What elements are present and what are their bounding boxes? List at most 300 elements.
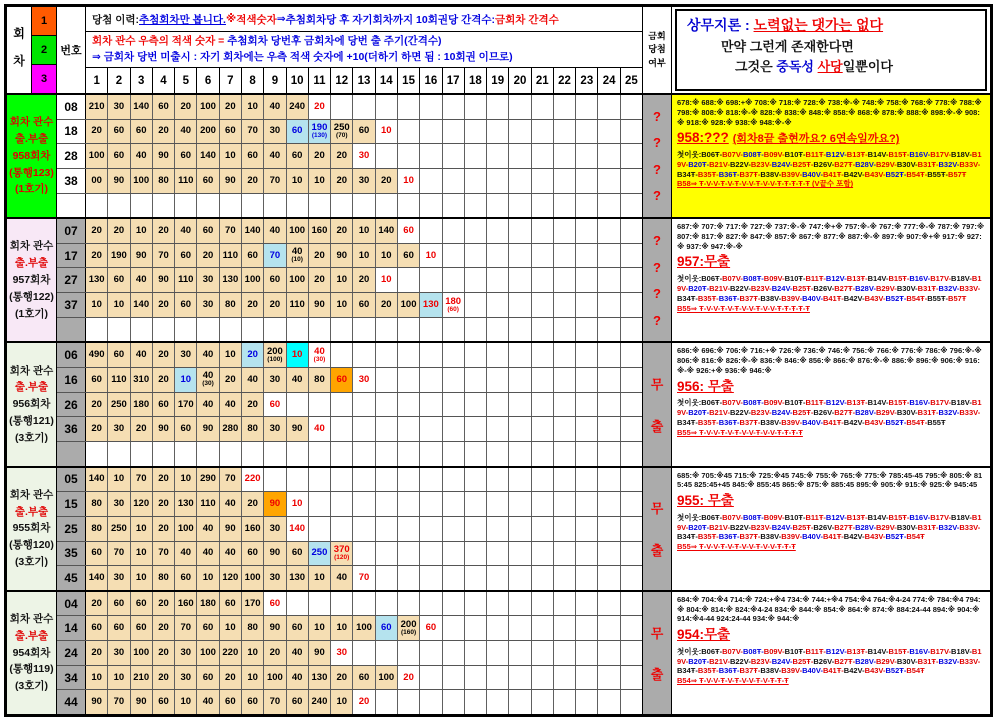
- neighbor-token: B07V-: [722, 150, 743, 160]
- grid-cell: [398, 144, 420, 168]
- block-label-line: 957회차: [12, 273, 51, 286]
- cell-value: 90: [135, 249, 147, 261]
- cell-value: 60: [113, 622, 125, 634]
- grid-cell: [420, 641, 442, 665]
- grid-cell: [353, 566, 375, 590]
- grid-cell: [86, 393, 108, 417]
- block-grid: [57, 343, 643, 465]
- cell-value: 250: [333, 122, 350, 134]
- grid-cell: [532, 517, 554, 541]
- gap-column-header: 25: [624, 74, 638, 87]
- grid-cell: [398, 592, 420, 616]
- neighbor-token: B26V-: [813, 656, 835, 666]
- grid-cell: [598, 368, 620, 392]
- instruction-text: 추첨회차 당번후 금회차에 당번 출 주기(간격수): [227, 35, 442, 48]
- status-mark: ?: [653, 259, 661, 275]
- grid-cell: [331, 268, 353, 292]
- grid-cell: [509, 318, 531, 342]
- grid-cell: [131, 318, 153, 342]
- grid-cell: [465, 343, 487, 367]
- grid-cell: [420, 542, 442, 566]
- cell-value: 70: [113, 547, 125, 559]
- cell-value: 80: [247, 423, 258, 435]
- grid-cell: [376, 244, 398, 268]
- grid-cell: [309, 120, 331, 144]
- grid-cell: [86, 95, 108, 119]
- neighbor-token: B24V-: [771, 522, 793, 532]
- grid-cell: [331, 666, 353, 690]
- grid-cell: [509, 268, 531, 292]
- grid-cell: [420, 169, 442, 193]
- grid-cell: [554, 592, 576, 616]
- grid-cell: [153, 268, 175, 292]
- grid-cell: [86, 169, 108, 193]
- neighbor-token: B36Ŧ-: [718, 666, 740, 676]
- neighbor-token: B41Ŧ-: [822, 417, 844, 427]
- grid-cell: [621, 641, 642, 665]
- grid-cell: [353, 219, 375, 243]
- cell-value: 20: [180, 100, 192, 112]
- neighbor-token: B26V-: [813, 522, 835, 532]
- neighbor-token: B39V-: [781, 169, 803, 179]
- cell-value: 90: [158, 150, 169, 162]
- grid-cell: [443, 592, 465, 616]
- cell-subvalue: (10): [291, 256, 303, 264]
- cell-value: 60: [113, 150, 125, 162]
- headline-round: 957:무출: [677, 254, 731, 270]
- cell-value: 60: [202, 622, 214, 634]
- row-number: 34: [57, 666, 86, 690]
- grid-cell: [108, 542, 130, 566]
- grid-cell: [576, 194, 598, 218]
- neighbor-token: B39V-: [781, 293, 803, 303]
- grid-cell: [465, 318, 487, 342]
- grid-cell: [331, 492, 353, 516]
- grid-cell: [197, 592, 219, 616]
- neighbor-token: B55Ŧ-: [927, 169, 949, 179]
- grid-cell: [353, 343, 375, 367]
- grid-cell: [131, 343, 153, 367]
- grid-cell: [131, 442, 153, 466]
- grid-cell: [86, 368, 108, 392]
- grid-cell: [532, 468, 554, 492]
- neighbor-token: B37Ŧ-: [739, 532, 761, 542]
- cell-value: 130: [422, 298, 439, 310]
- gap-column-header: 13: [353, 68, 375, 93]
- grid-cell: [532, 666, 554, 690]
- neighbor-token: B38V-: [760, 532, 782, 542]
- neighbor-token: B32V-: [938, 656, 960, 666]
- cell-value: 60: [135, 125, 147, 137]
- table-row: [57, 517, 642, 542]
- cell-value: 70: [158, 249, 169, 261]
- grid-cell: [376, 468, 398, 492]
- gap-column-header: 16: [420, 68, 442, 93]
- grid-cell: [220, 368, 242, 392]
- gap-column-header: 2: [108, 68, 130, 93]
- cell-value: 100: [133, 174, 150, 186]
- block-label-line: (통행120): [9, 539, 54, 552]
- grid-cell: [287, 343, 309, 367]
- cell-value: 190: [110, 249, 127, 261]
- grid-cell: [86, 616, 108, 640]
- grid-cell: [621, 616, 642, 640]
- summary-line: B55⇒ Ŧ-V-V-Ŧ-V-Ŧ-V-V-Ŧ-V-V-Ŧ-Ŧ-Ŧ-Ŧ: [677, 427, 803, 437]
- instructions-area: [86, 7, 643, 93]
- grid-cell: [242, 592, 264, 616]
- cell-value: 90: [225, 522, 236, 534]
- grid-cell: [465, 393, 487, 417]
- table-row: [57, 194, 642, 218]
- grid-cell: [376, 542, 398, 566]
- cell-value: 60: [269, 398, 281, 410]
- neighbor-token: B55Ŧ-: [927, 293, 949, 303]
- grid-cell: [287, 169, 309, 193]
- neighbor-token: B14V-: [867, 398, 889, 408]
- block-grid: [57, 95, 643, 217]
- cell-value: 60: [180, 298, 192, 310]
- cell-value: 30: [358, 150, 370, 162]
- grid-cell: [443, 219, 465, 243]
- grid-cell: [420, 592, 442, 616]
- grid-cell: [242, 492, 264, 516]
- grid-cell: [398, 194, 420, 218]
- instruction-text: 추첨회차당 후 자기회차까지 10회권당 간격수:: [285, 13, 496, 26]
- neighbor-token: B12V-: [825, 398, 847, 408]
- grid-cell: [175, 442, 197, 466]
- neighbor-token: B22V-: [729, 284, 751, 293]
- neighbor-token: B32V-: [938, 159, 960, 169]
- grid-cell: [554, 343, 576, 367]
- gap-column-header: 17: [443, 68, 465, 93]
- grid-cell: [398, 120, 420, 144]
- neighbor-token: B40V-: [802, 293, 823, 303]
- neighbor-token: B13Ŧ-: [846, 646, 868, 656]
- grid-cell: [532, 194, 554, 218]
- neighbor-token: 첫이웃:B06Ŧ-: [677, 646, 723, 656]
- grid-cell: [287, 616, 309, 640]
- grid-cell: [443, 268, 465, 292]
- grid-cell: [465, 442, 487, 466]
- grid-cell: [621, 368, 642, 392]
- cell-value: 10: [113, 671, 125, 683]
- grid-cell: [443, 492, 465, 516]
- history-line: 684:※ 704:※4 714:※ 724:+※4 734:※ 744:+※4 754:※4 764:※4-24 774:※ 784:※4 794:※ 804:※ 814:※ 824:※4-24 834:※ 844:※ 854:※ 864:※ 874:※ 884:24-44 894:※ 904:※ 914:※4-44 924:24-44 934:※ 944:※: [677, 594, 981, 624]
- grid-cell: [487, 120, 509, 144]
- cell-value: 10: [135, 225, 147, 237]
- grid-cell: [443, 393, 465, 417]
- grid-cell: [287, 690, 309, 714]
- cell-value: 30: [113, 572, 125, 583]
- grid-cell: [420, 393, 442, 417]
- cell-value: 20: [91, 646, 102, 658]
- grid-cell: [353, 666, 375, 690]
- grid-cell: [175, 368, 197, 392]
- row-cells: [86, 169, 642, 193]
- grid-cell: [598, 468, 620, 492]
- grid-cell: [264, 293, 286, 317]
- grid-cell: [242, 393, 264, 417]
- row-cells: [86, 592, 642, 616]
- cell-value: 40: [269, 150, 281, 162]
- neighbor-token: B15Ŧ-: [888, 512, 910, 522]
- table-row: [57, 417, 642, 442]
- grid-cell: [287, 318, 309, 342]
- row-number: 05: [57, 468, 86, 492]
- cell-value: 90: [269, 498, 281, 510]
- row-cells: [86, 244, 642, 268]
- grid-cell: [153, 492, 175, 516]
- grid-cell: [331, 95, 353, 119]
- row-cells: [86, 268, 642, 292]
- neighbor-token: B42V-: [843, 169, 865, 179]
- cell-subvalue: (60): [447, 305, 459, 313]
- row-cells: [86, 219, 642, 243]
- neighbor-token: B41Ŧ-: [822, 169, 844, 179]
- grid-cell: [309, 343, 331, 367]
- neighbor-token: B20Ŧ-: [688, 159, 710, 169]
- neighbor-token: B35Ŧ-: [697, 169, 719, 179]
- grid-cell: [108, 566, 130, 590]
- grid-cell: [554, 690, 576, 714]
- neighbor-token: B36Ŧ-: [718, 417, 740, 427]
- grid-cell: [220, 393, 242, 417]
- analysis-block: [7, 343, 990, 467]
- grid-cell: [331, 566, 353, 590]
- grid-cell: [264, 542, 286, 566]
- row-number: 44: [57, 690, 86, 714]
- cell-value: 100: [289, 225, 306, 237]
- grid-cell: [309, 393, 331, 417]
- block-label-line: (통행123): [9, 166, 54, 179]
- neighbor-token: B27Ŧ-: [834, 159, 856, 169]
- neighbor-token: B18V-: [951, 512, 972, 522]
- cell-value: 10: [113, 473, 125, 485]
- grid-cell: [598, 95, 620, 119]
- block-label-line: 956회차: [12, 398, 51, 411]
- grid-cell: [175, 666, 197, 690]
- cell-value: 30: [180, 646, 192, 658]
- neighbor-token: B09V-: [763, 646, 785, 656]
- grid-cell: [331, 219, 353, 243]
- grid-cell: [420, 95, 442, 119]
- cell-value: 90: [158, 423, 169, 435]
- neighbor-token: B39V-: [781, 417, 803, 427]
- cell-value: 100: [133, 646, 150, 658]
- cell-value: 60: [358, 125, 370, 137]
- grid-cell: [331, 144, 353, 168]
- table-row: [57, 468, 642, 493]
- grid-cell: [420, 492, 442, 516]
- table-row: [57, 690, 642, 714]
- cell-value: 60: [113, 125, 125, 137]
- grid-cell: [242, 293, 264, 317]
- cell-value: 110: [178, 274, 194, 286]
- grid-cell: [598, 318, 620, 342]
- grid-cell: [264, 417, 286, 441]
- neighbor-list: [677, 150, 985, 179]
- grid-cell: [398, 318, 420, 342]
- neighbor-token: B52Ŧ-: [885, 417, 907, 427]
- cell-value: 130: [222, 274, 239, 286]
- neighbor-token: B25Ŧ-: [792, 656, 814, 666]
- row-number: 04: [57, 592, 86, 616]
- neighbor-token: B08Ŧ-: [742, 646, 764, 656]
- block-label: [7, 95, 57, 217]
- grid-cell: [197, 517, 219, 541]
- neighbor-token: B43V-: [864, 417, 886, 427]
- cell-value: 70: [269, 696, 281, 708]
- neighbor-token: B36Ŧ-: [718, 293, 740, 303]
- grid-cell: [621, 244, 642, 268]
- grid-cell: [621, 517, 642, 541]
- grid-cell: [554, 666, 576, 690]
- current-round-status: [643, 468, 672, 590]
- neighbor-token: B27Ŧ-: [834, 656, 856, 666]
- block-grid: [57, 468, 643, 590]
- grid-cell: [487, 144, 509, 168]
- cell-subvalue: (130): [311, 132, 328, 140]
- cell-value: 80: [158, 174, 169, 186]
- neighbor-token: B43V-: [864, 169, 886, 179]
- grid-cell: [465, 144, 487, 168]
- cell-value: 10: [358, 225, 370, 237]
- grid-cell: [220, 144, 242, 168]
- cell-value: 10: [247, 671, 258, 683]
- cell-value: 60: [158, 100, 169, 112]
- grid-cell: [108, 268, 130, 292]
- block-label-line: (1호기): [14, 307, 49, 320]
- grid-cell: [108, 592, 130, 616]
- grid-cell: [108, 244, 130, 268]
- grid-cell: [376, 517, 398, 541]
- cell-value: 20: [358, 696, 370, 708]
- grid-cell: [242, 417, 264, 441]
- grid-cell: [443, 417, 465, 441]
- grid-cell: [309, 268, 331, 292]
- instruction-lines-2-3: [86, 32, 642, 68]
- cell-value: 10: [381, 249, 392, 261]
- grid-cell: [621, 690, 642, 714]
- grid-cell: [465, 169, 487, 193]
- grid-cell: [197, 417, 219, 441]
- cell-value: 60: [202, 174, 214, 186]
- grid-cell: [309, 442, 331, 466]
- grid-cell: [242, 169, 264, 193]
- neighbor-token: 첫이웃:B06Ŧ-: [677, 398, 723, 408]
- neighbor-token: B08Ŧ-: [742, 150, 764, 160]
- cell-value: 20: [158, 373, 169, 385]
- cell-value: 90: [269, 547, 281, 559]
- cell-value: 10: [291, 498, 303, 510]
- row-cells: [86, 690, 642, 714]
- grid-cell: [331, 194, 353, 218]
- neighbor-token: B22V-: [729, 656, 751, 666]
- cell-value: 20: [91, 423, 102, 435]
- grid-cell: [153, 641, 175, 665]
- grid-cell: [331, 417, 353, 441]
- gap-column-header: 19: [487, 68, 509, 93]
- grid-cell: [621, 318, 642, 342]
- block-label: [7, 592, 57, 714]
- gap-column-headers: [86, 68, 642, 93]
- cell-value: 40: [291, 246, 303, 258]
- cell-value: 40: [202, 349, 214, 361]
- cell-value: 40: [247, 373, 258, 385]
- grid-cell: [197, 666, 219, 690]
- cell-value: 20: [158, 646, 169, 658]
- cell-value: 100: [244, 274, 261, 286]
- neighbor-token: B16V-: [909, 398, 931, 408]
- grid-cell: [309, 666, 331, 690]
- cell-value: 40: [225, 498, 236, 510]
- grid-cell: [509, 120, 531, 144]
- grid-cell: [487, 690, 509, 714]
- neighbor-token: B10Ŧ-: [784, 398, 806, 408]
- cell-value: 20: [91, 225, 102, 237]
- block-annotation: [672, 343, 990, 465]
- grid-cell: [86, 318, 108, 342]
- row-cells: [86, 368, 642, 392]
- neighbor-token: B20Ŧ-: [688, 284, 710, 293]
- neighbor-token: B07V-: [722, 512, 743, 522]
- grid-cell: [131, 144, 153, 168]
- neighbor-token: B24V-: [771, 159, 793, 169]
- cell-value: 240: [311, 696, 328, 708]
- table-row: [57, 219, 642, 244]
- row-cells: [86, 343, 642, 367]
- grid-cell: [131, 468, 153, 492]
- grid-cell: [264, 690, 286, 714]
- neighbor-token: B28V-: [855, 159, 876, 169]
- grid-cell: [197, 293, 219, 317]
- grid-cell: [131, 194, 153, 218]
- grid-cell: [598, 616, 620, 640]
- cell-value: 30: [269, 522, 281, 534]
- cell-value: 30: [269, 373, 281, 385]
- grid-cell: [443, 690, 465, 714]
- cell-value: 00: [91, 174, 102, 186]
- grid-cell: [443, 293, 465, 317]
- grid-cell: [220, 268, 242, 292]
- table-row: [57, 169, 642, 194]
- machine-number-cell: 2: [32, 36, 56, 65]
- grid-cell: [598, 120, 620, 144]
- status-mark: 무: [650, 377, 664, 393]
- annotation-headline: [677, 625, 985, 646]
- grid-cell: [175, 393, 197, 417]
- cell-value: 30: [202, 274, 214, 286]
- grid-cell: [621, 492, 642, 516]
- grid-cell: [264, 641, 286, 665]
- grid-cell: [487, 268, 509, 292]
- cell-value: 10: [314, 174, 325, 186]
- neighbor-token: B12V-: [825, 150, 847, 160]
- grid-cell: [420, 368, 442, 392]
- neighbor-token: B09V-: [763, 274, 785, 284]
- grid-cell: [509, 194, 531, 218]
- neighbor-token: B54Ŧ-: [906, 293, 928, 303]
- cell-value: 20: [225, 671, 236, 683]
- grid-cell: [465, 194, 487, 218]
- number-column-header: 번호: [57, 7, 86, 93]
- sheet-header: [7, 7, 990, 95]
- cell-value: 90: [314, 298, 325, 310]
- grid-cell: [443, 517, 465, 541]
- grid-cell: [376, 368, 398, 392]
- grid-cell: [376, 442, 398, 466]
- neighbor-token: B30V-: [896, 656, 918, 666]
